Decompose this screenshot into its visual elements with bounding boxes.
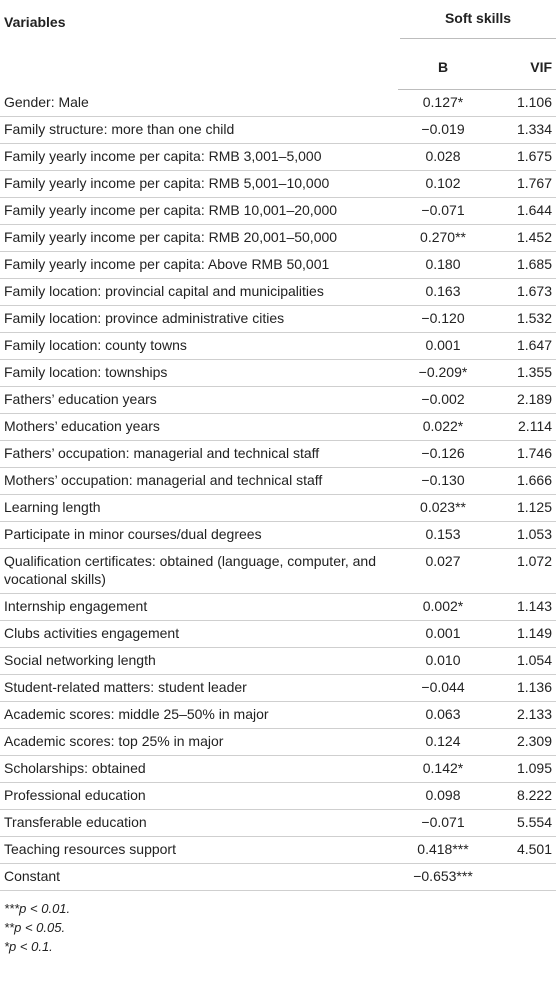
variable-cell: Family yearly income per capita: RMB 10,001–20,000: [0, 198, 398, 225]
table-row: [0, 252, 556, 279]
table-row: [0, 117, 556, 144]
b-value-cell: 0.124: [398, 729, 488, 756]
variable-cell: Qualification certificates: obtained (language, computer, and vocational skills): [0, 549, 398, 594]
b-value-cell: −0.653***: [398, 864, 488, 891]
b-value-cell: −0.071: [398, 810, 488, 837]
vif-value-cell: 1.666: [488, 468, 556, 495]
variable-cell: Learning length: [0, 495, 398, 522]
table-footnotes: [0, 891, 556, 956]
vif-value-cell: 1.746: [488, 441, 556, 468]
table-row: [0, 756, 556, 783]
variable-cell: Clubs activities engagement: [0, 621, 398, 648]
table-row: [0, 594, 556, 621]
b-value-cell: 0.102: [398, 171, 488, 198]
table-row: [0, 441, 556, 468]
variable-cell: Fathers’ occupation: managerial and technical staff: [0, 441, 398, 468]
b-value-cell: 0.127*: [398, 90, 488, 117]
vif-value-cell: 1.767: [488, 171, 556, 198]
table-row: [0, 144, 556, 171]
variable-cell: Participate in minor courses/dual degrees: [0, 522, 398, 549]
vif-value-cell: 1.053: [488, 522, 556, 549]
b-value-cell: 0.022*: [398, 414, 488, 441]
b-value-cell: −0.019: [398, 117, 488, 144]
vif-value-cell: 1.149: [488, 621, 556, 648]
variable-cell: Mothers’ education years: [0, 414, 398, 441]
b-value-cell: −0.071: [398, 198, 488, 225]
footnote: **p < 0.05.: [4, 920, 66, 935]
vif-value-cell: 1.355: [488, 360, 556, 387]
variable-cell: Teaching resources support: [0, 837, 398, 864]
vif-value-cell: 1.675: [488, 144, 556, 171]
table-row: [0, 198, 556, 225]
variable-cell: Academic scores: middle 25–50% in major: [0, 702, 398, 729]
vif-value-cell: 1.647: [488, 333, 556, 360]
vif-value-cell: 2.309: [488, 729, 556, 756]
table-row: [0, 90, 556, 117]
variable-cell: Family yearly income per capita: RMB 3,001–5,000: [0, 144, 398, 171]
table-body: [0, 90, 556, 891]
table-row: [0, 621, 556, 648]
table-row: [0, 333, 556, 360]
b-value-cell: 0.098: [398, 783, 488, 810]
variable-cell: Fathers’ education years: [0, 387, 398, 414]
table-row: [0, 279, 556, 306]
vif-value-cell: 1.136: [488, 675, 556, 702]
footnote: *p < 0.1.: [4, 939, 53, 954]
variable-cell: Student-related matters: student leader: [0, 675, 398, 702]
b-value-cell: 0.001: [398, 621, 488, 648]
b-value-cell: 0.418***: [398, 837, 488, 864]
b-value-cell: 0.027: [398, 549, 488, 594]
vif-value-cell: 8.222: [488, 783, 556, 810]
b-value-cell: −0.126: [398, 441, 488, 468]
b-value-cell: −0.120: [398, 306, 488, 333]
soft-skills-header: [398, 0, 556, 44]
table-row: [0, 171, 556, 198]
vif-value-cell: 2.114: [488, 414, 556, 441]
variable-cell: Family location: provincial capital and municipalities: [0, 279, 398, 306]
table-row: [0, 783, 556, 810]
variable-cell: Family yearly income per capita: RMB 5,001–10,000: [0, 171, 398, 198]
vif-value-cell: 1.673: [488, 279, 556, 306]
vif-value-cell: 2.189: [488, 387, 556, 414]
b-value-cell: 0.063: [398, 702, 488, 729]
vif-value-cell: 4.501: [488, 837, 556, 864]
vif-value-cell: 1.054: [488, 648, 556, 675]
variable-cell: Scholarships: obtained: [0, 756, 398, 783]
vif-value-cell: 1.644: [488, 198, 556, 225]
b-value-cell: 0.002*: [398, 594, 488, 621]
variable-cell: Family structure: more than one child: [0, 117, 398, 144]
table-row: [0, 414, 556, 441]
vif-value-cell: 1.532: [488, 306, 556, 333]
vif-value-cell: 2.133: [488, 702, 556, 729]
table-row: [0, 702, 556, 729]
b-value-cell: −0.130: [398, 468, 488, 495]
variables-header: Variables: [4, 14, 66, 30]
variable-cell: Transferable education: [0, 810, 398, 837]
table-row: [0, 387, 556, 414]
variable-cell: Family location: townships: [0, 360, 398, 387]
vif-value-cell: 1.125: [488, 495, 556, 522]
table-row: [0, 729, 556, 756]
vif-value-cell: 1.143: [488, 594, 556, 621]
vif-value-cell: 5.554: [488, 810, 556, 837]
b-value-cell: −0.044: [398, 675, 488, 702]
b-value-cell: −0.209*: [398, 360, 488, 387]
vif-value-cell: 1.334: [488, 117, 556, 144]
table-row: [0, 306, 556, 333]
b-value-cell: 0.028: [398, 144, 488, 171]
variable-cell: Academic scores: top 25% in major: [0, 729, 398, 756]
vif-value-cell: 1.095: [488, 756, 556, 783]
b-value-cell: 0.153: [398, 522, 488, 549]
variable-cell: Family yearly income per capita: RMB 20,001–50,000: [0, 225, 398, 252]
table-row: [0, 810, 556, 837]
variable-cell: Family yearly income per capita: Above RMB 50,001: [0, 252, 398, 279]
table-row: [0, 225, 556, 252]
table-row: [0, 522, 556, 549]
b-value-cell: −0.002: [398, 387, 488, 414]
table-row: [0, 360, 556, 387]
b-value-cell: 0.010: [398, 648, 488, 675]
vif-header: VIF: [488, 44, 556, 90]
variable-cell: Family location: province administrative cities: [0, 306, 398, 333]
b-value-cell: 0.023**: [398, 495, 488, 522]
b-value-cell: 0.001: [398, 333, 488, 360]
b-header: B: [398, 44, 488, 90]
variable-cell: Mothers’ occupation: managerial and technical staff: [0, 468, 398, 495]
table-row: [0, 549, 556, 594]
vif-value-cell: 1.452: [488, 225, 556, 252]
table-row: [0, 675, 556, 702]
vif-value-cell: 1.072: [488, 549, 556, 594]
soft-skills-label: Soft skills: [400, 10, 556, 39]
b-value-cell: 0.270**: [398, 225, 488, 252]
vif-value-cell: [488, 864, 556, 891]
b-value-cell: 0.180: [398, 252, 488, 279]
variable-cell: Constant: [0, 864, 398, 891]
variable-cell: Family location: county towns: [0, 333, 398, 360]
variable-cell: Social networking length: [0, 648, 398, 675]
vif-value-cell: 1.685: [488, 252, 556, 279]
table-row: [0, 864, 556, 891]
variable-cell: Gender: Male: [0, 90, 398, 117]
table-row: [0, 648, 556, 675]
table-row: [0, 495, 556, 522]
b-value-cell: 0.142*: [398, 756, 488, 783]
variable-cell: Internship engagement: [0, 594, 398, 621]
table-row: [0, 468, 556, 495]
variable-cell: Professional education: [0, 783, 398, 810]
table-row: [0, 837, 556, 864]
b-value-cell: 0.163: [398, 279, 488, 306]
vif-value-cell: 1.106: [488, 90, 556, 117]
footnote: ***p < 0.01.: [4, 901, 71, 916]
